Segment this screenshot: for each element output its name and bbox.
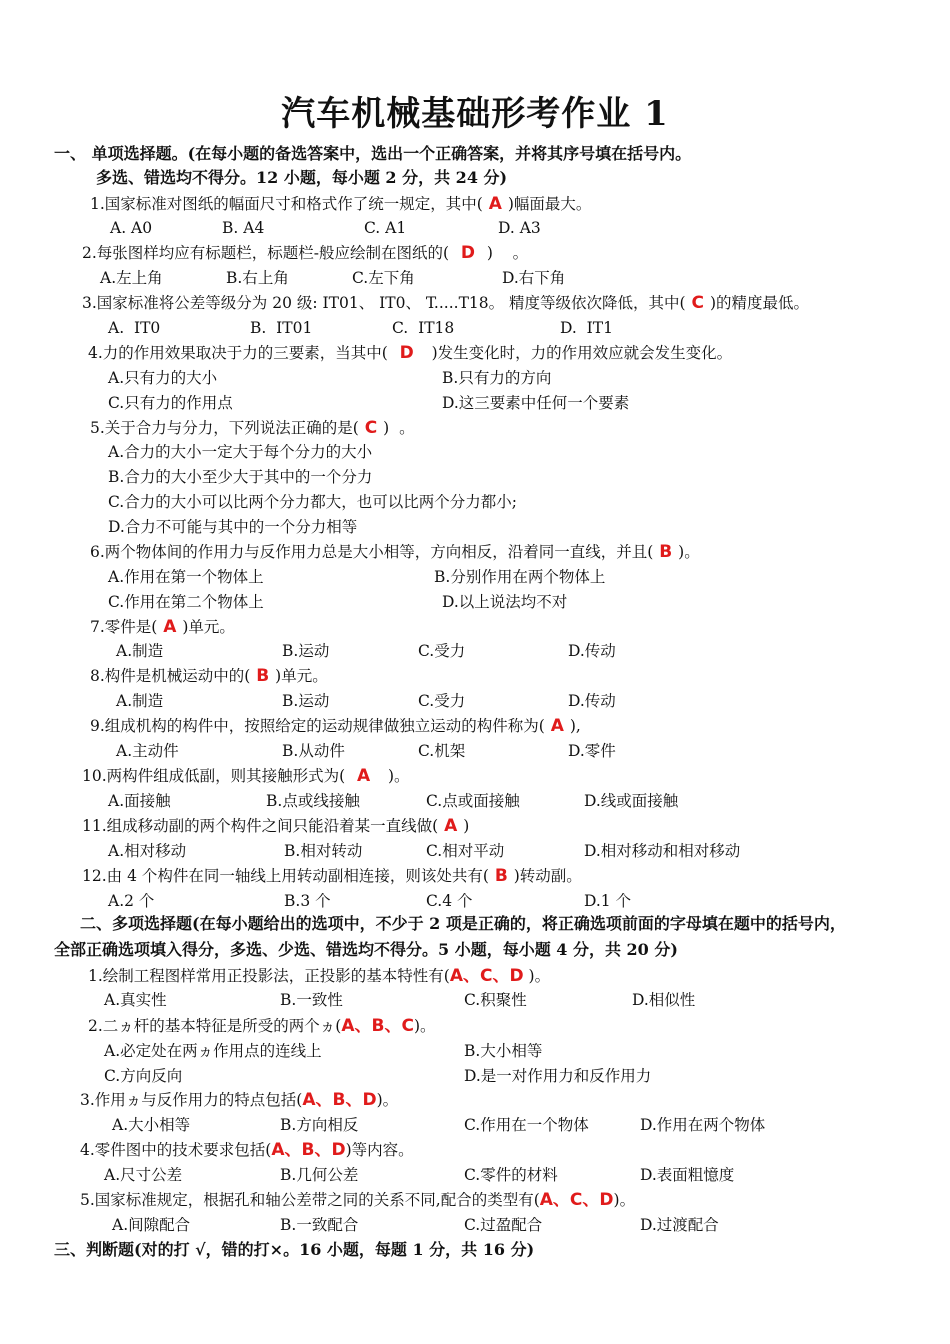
- option-A: A.主动件: [116, 742, 179, 760]
- question-2: [88, 1016, 436, 1036]
- question-1: [90, 194, 591, 214]
- answer-mark: A、C、D: [539, 1190, 614, 1210]
- question-text: 11.组成移动副的两个构件之间只能沿着某一直线做(: [82, 817, 439, 835]
- question-text: 2.每张图样均应有标题栏，标题栏-般应绘制在图纸的(: [82, 244, 450, 262]
- question-text: 9.组成机构的构件中，按照给定的运动规律做独立运动的构件称为(: [90, 717, 545, 735]
- option-C: C.相对平动: [426, 842, 505, 860]
- section2-heading: 二、多项选择题(在每小题给出的选项中，不少于 2 项是正确的，将正确选项前面的字母填在题中的括号内，: [80, 914, 846, 933]
- question-text: 5.国家标准规定，根据孔和轴公差带之同的关系不同,配合的类型有(: [80, 1191, 540, 1209]
- option-A: A.必定处在两ヵ作用点的连线上: [104, 1042, 322, 1060]
- option-C: C.合力的大小可以比两个分力都大，也可以比两个分力都小;: [108, 493, 517, 511]
- question-text-end: ) 。: [486, 244, 529, 262]
- question-text-end: )单元。: [182, 618, 235, 636]
- option-A: A.相对移动: [108, 842, 187, 860]
- option-D: D.相对移动和相对移动: [584, 842, 741, 860]
- option-C: C.左下角: [352, 269, 415, 287]
- option-A: A.制造: [116, 642, 164, 660]
- option-D: D.这三要素中任何一个要素: [442, 394, 630, 412]
- answer-mark: B: [250, 666, 276, 686]
- option-C: C.点或面接触: [426, 792, 520, 810]
- option-C: C.受力: [418, 692, 466, 710]
- question-text-end: )等内容。: [345, 1141, 414, 1159]
- question-text-end: ): [463, 817, 470, 835]
- question-text-end: )。: [413, 1017, 436, 1035]
- option-C: C.作用在一个物体: [464, 1116, 589, 1134]
- section3-heading: 三、判断题(对的打 √，错的打×。16 小题，每题 1 分，共 16 分): [54, 1240, 535, 1259]
- question-7: [90, 617, 235, 637]
- question-4: [88, 343, 732, 363]
- answer-mark: A、C、D: [449, 966, 524, 986]
- question-text: 7.零件是(: [90, 618, 158, 636]
- option-D: D.作用在两个物体: [640, 1116, 766, 1134]
- option-C: C.4 个: [426, 892, 473, 910]
- question-text: 4.零件图中的技术要求包括(: [80, 1141, 272, 1159]
- question-text: 1.国家标准对图纸的幅面尺寸和格式作了统一规定，其中(: [90, 195, 483, 213]
- answer-mark: A: [157, 617, 183, 637]
- option-D: D. A3: [498, 219, 541, 237]
- option-B: B.相对转动: [284, 842, 363, 860]
- option-D: D.1 个: [584, 892, 632, 910]
- option-D: D.传动: [568, 642, 616, 660]
- question-text-end: )发生变化时，力的作用效应就会发生变化。: [431, 344, 733, 362]
- option-A: A.间隙配合: [112, 1216, 191, 1234]
- question-text: 4.力的作用效果取决于力的三要素，当其中(: [88, 344, 388, 362]
- option-D: D.传动: [568, 692, 616, 710]
- answer-mark: A、B、C: [341, 1016, 414, 1036]
- option-B: B.只有力的方向: [442, 369, 552, 387]
- answer-mark: B: [653, 542, 679, 562]
- option-B: B.从动件: [282, 742, 345, 760]
- question-text: 10.两构件组成低副，则其接触形式为(: [82, 767, 346, 785]
- page-title: 汽车机械基础形考作业 1: [281, 94, 669, 134]
- option-B: B.运动: [282, 642, 330, 660]
- option-C: C. IT18: [392, 319, 455, 337]
- question-text-end: )转动副。: [513, 867, 582, 885]
- answer-mark: C: [685, 293, 710, 313]
- option-C: C.受力: [418, 642, 466, 660]
- question-text-end: )的精度最低。: [709, 294, 809, 312]
- option-C: C.方向反向: [104, 1067, 183, 1085]
- option-A: A.真实性: [104, 991, 167, 1009]
- question-9: [90, 716, 581, 736]
- question-4: [80, 1140, 414, 1160]
- question-text: 3.国家标准将公差等级分为 20 级: IT01、 IT0、 T.....T18。 精度等级依次降低，其中(: [82, 294, 686, 312]
- question-text-end: )。: [678, 543, 700, 561]
- question-text-end: ),: [569, 717, 581, 735]
- option-A: A.大小相等: [112, 1116, 191, 1134]
- question-text: 1.绘制工程图样常用正投影法，正投影的基本特性有(: [88, 967, 450, 985]
- option-B: B.点或线接触: [266, 792, 360, 810]
- option-D: D. IT1: [560, 319, 613, 337]
- option-D: D.相似性: [632, 991, 696, 1009]
- question-1: [88, 966, 550, 986]
- section2-heading-cont: 全部正确选项填入得分，多选、少选、错选均不得分。5 小题，每小题 4 分，共 20 分): [54, 940, 678, 959]
- answer-mark: D: [387, 343, 432, 363]
- option-B: B.3 个: [284, 892, 331, 910]
- answer-mark: B: [488, 866, 514, 886]
- option-B: B.大小相等: [464, 1042, 543, 1060]
- option-A: A.尺寸公差: [104, 1166, 183, 1184]
- question-text: 2.二ヵ杆的基本特征是所受的两个ヵ(: [88, 1017, 342, 1035]
- question-6: [90, 542, 700, 562]
- option-A: A.制造: [116, 692, 164, 710]
- option-D: D.表面粗憶度: [640, 1166, 735, 1184]
- option-B: B.几何公差: [280, 1166, 359, 1184]
- question-text: 12.由 4 个构件在同一轴线上用转动副相连接，则该处共有(: [82, 867, 489, 885]
- option-D: D.合力不可能与其中的一个分力相等: [108, 518, 358, 536]
- question-text: 8.构件是机械运动中的(: [90, 667, 251, 685]
- answer-mark: A: [544, 716, 570, 736]
- option-A: A.左上角: [100, 269, 163, 287]
- option-B: B.分别作用在两个物体上: [434, 568, 606, 586]
- question-11: [82, 816, 469, 836]
- option-A: A.2 个: [108, 892, 155, 910]
- option-B: B.运动: [282, 692, 330, 710]
- option-D: D.过渡配合: [640, 1216, 719, 1234]
- option-D: D.线或面接触: [584, 792, 679, 810]
- option-D: D.右下角: [502, 269, 566, 287]
- question-10: [82, 766, 410, 786]
- option-C: C.过盈配合: [464, 1216, 543, 1234]
- question-2: [82, 243, 528, 263]
- option-B: B.合力的大小至少大于其中的一个分力: [108, 468, 373, 486]
- option-B: B. IT01: [250, 319, 313, 337]
- option-A: A. IT0: [108, 319, 161, 337]
- question-text-end: )幅面最大。: [507, 195, 592, 213]
- question-3: [80, 1090, 398, 1110]
- question-5: [80, 1190, 635, 1210]
- section1-heading-cont: 多选、错选均不得分。12 小题，每小题 2 分，共 24 分): [96, 168, 508, 187]
- option-B: B.方向相反: [280, 1116, 359, 1134]
- answer-mark: A: [345, 766, 388, 786]
- option-C: C.作用在第二个物体上: [108, 593, 264, 611]
- question-8: [90, 666, 328, 686]
- option-A: A.只有力的大小: [108, 369, 218, 387]
- question-text-end: )单元。: [275, 667, 328, 685]
- option-A: A. A0: [110, 219, 153, 237]
- option-B: B.右上角: [226, 269, 289, 287]
- option-A: A.合力的大小一定大于每个分力的大小: [108, 443, 373, 461]
- option-D: D.以上说法均不对: [442, 593, 568, 611]
- answer-mark: C: [358, 418, 384, 438]
- answer-mark: A、B、D: [271, 1140, 346, 1160]
- option-C: C. A1: [364, 219, 407, 237]
- question-text: 6.两个物体间的作用力与反作用力总是大小相等，方向相反，沿着同一直线，并且(: [90, 543, 654, 561]
- option-A: A.作用在第一个物体上: [108, 568, 264, 586]
- option-C: C.积聚性: [464, 991, 527, 1009]
- answer-mark: A: [482, 194, 508, 214]
- option-D: D.零件: [568, 742, 616, 760]
- question-text-end: )。: [387, 767, 410, 785]
- question-text-end: ) 。: [383, 419, 415, 437]
- option-D: D.是一对作用力和反作用力: [464, 1067, 652, 1085]
- question-3: [82, 293, 809, 313]
- option-B: B.一致配合: [280, 1216, 359, 1234]
- section1-heading: 一、 单项选择题。(在每小题的备选答案中，选出一个正确答案，并将其序号填在括号内。: [54, 144, 692, 163]
- answer-mark: A、B、D: [302, 1090, 377, 1110]
- question-text: 3.作用ヵ与反作用力的特点包括(: [80, 1091, 303, 1109]
- option-A: A.面接触: [108, 792, 171, 810]
- option-B: B. A4: [222, 219, 265, 237]
- question-5: [90, 418, 415, 438]
- question-text-end: )。: [613, 1191, 636, 1209]
- answer-mark: D: [449, 243, 487, 263]
- question-text-end: )。: [376, 1091, 399, 1109]
- option-B: B.一致性: [280, 991, 343, 1009]
- option-C: C.零件的材料: [464, 1166, 558, 1184]
- question-12: [82, 866, 582, 886]
- question-text: 5.关于合力与分力，下列说法正确的是(: [90, 419, 359, 437]
- option-C: C.机架: [418, 742, 466, 760]
- answer-mark: A: [438, 816, 464, 836]
- question-text-end: )。: [523, 967, 551, 985]
- option-C: C.只有力的作用点: [108, 394, 233, 412]
